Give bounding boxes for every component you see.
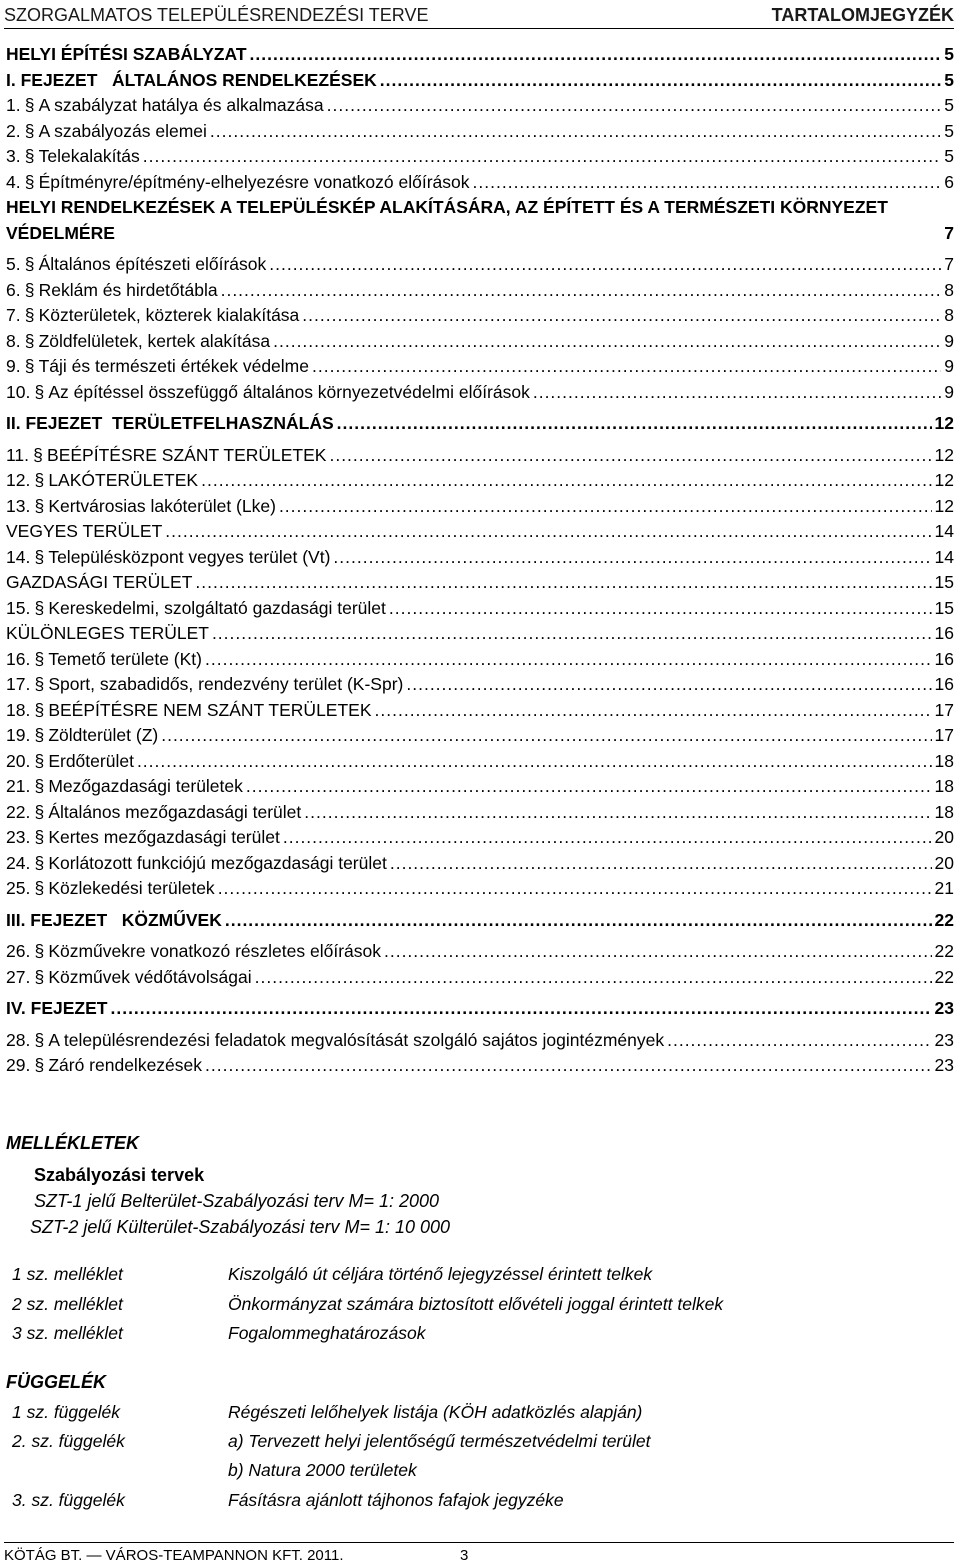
dot-leader bbox=[255, 967, 932, 988]
toc-entry-label: KÜLÖNLEGES TERÜLET bbox=[6, 623, 209, 643]
toc-entry[interactable] bbox=[6, 44, 954, 70]
toc-entry-number: 27. bbox=[6, 966, 31, 987]
toc-entry[interactable] bbox=[6, 910, 954, 936]
toc-entry-number: 7. bbox=[6, 305, 21, 325]
attachment-key: 3 sz. melléklet bbox=[12, 1323, 123, 1343]
toc-entry[interactable] bbox=[6, 470, 954, 496]
section-sign-icon: § bbox=[24, 146, 35, 166]
toc-entry-label: HELYI RENDELKEZÉSEK A TELEPÜLÉSKÉP ALAKÍTÁSÁRA, AZ ÉPÍTETT ÉS A TERMÉSZETI KÖRNYEZET bbox=[6, 197, 888, 217]
toc-entry[interactable] bbox=[6, 649, 954, 675]
section-sign-icon: § bbox=[24, 330, 35, 351]
toc-entry[interactable] bbox=[6, 802, 954, 828]
dot-leader bbox=[212, 623, 932, 644]
toc-entry-text bbox=[6, 496, 276, 517]
dot-leader bbox=[201, 470, 931, 491]
dot-leader bbox=[389, 598, 932, 619]
toc-entry-text bbox=[6, 146, 140, 167]
toc-entry-number: 17. bbox=[6, 674, 31, 694]
toc-entry-label: A szabályzat hatálya és alkalmazása bbox=[38, 95, 324, 115]
section-sign-icon: § bbox=[24, 171, 35, 192]
toc-entry-text bbox=[6, 674, 403, 695]
toc-entry-text bbox=[6, 878, 215, 899]
toc-entry[interactable] bbox=[6, 1055, 954, 1081]
toc-entry-text bbox=[6, 598, 386, 619]
toc-entry-number: 15. bbox=[6, 597, 31, 618]
dot-leader bbox=[110, 998, 931, 1019]
toc-entry-label: A szabályozás elemei bbox=[38, 120, 207, 141]
toc-page-number: 15 bbox=[934, 572, 954, 592]
dot-leader bbox=[195, 572, 931, 593]
toc-entry-label: Zöldterület (Z) bbox=[48, 725, 159, 745]
section-sign-icon: § bbox=[34, 750, 45, 771]
dot-leader bbox=[406, 674, 931, 695]
plan-item: SZT-2 jelű Külterület-Szabályozási terv M= 1: 10 000 bbox=[30, 1217, 451, 1237]
toc-entry-text bbox=[6, 254, 266, 275]
toc-page-number: 16 bbox=[934, 623, 954, 643]
toc-page-number: 8 bbox=[944, 305, 954, 325]
toc-entry[interactable] bbox=[6, 674, 954, 700]
toc-entry[interactable] bbox=[6, 572, 954, 598]
toc-entry-text bbox=[6, 802, 301, 823]
toc-entry[interactable] bbox=[6, 121, 954, 147]
appendix-value: Fásításra ajánlott tájhonos fafajok jegyzéke bbox=[228, 1490, 564, 1510]
toc-page-number: 5 bbox=[944, 146, 954, 166]
dot-leader bbox=[337, 413, 932, 434]
toc-entry[interactable] bbox=[6, 623, 954, 649]
dot-leader bbox=[273, 331, 941, 352]
toc-entry[interactable] bbox=[6, 172, 954, 198]
toc-entry-text bbox=[6, 547, 330, 568]
toc-entry-label: HELYI ÉPÍTÉSI SZABÁLYZAT bbox=[6, 44, 247, 64]
section-sign-icon: § bbox=[34, 941, 45, 961]
plan-item: SZT-1 jelű Belterület-Szabályozási terv M= 1: 2000 bbox=[34, 1191, 440, 1211]
toc-page-number: 5 bbox=[944, 120, 954, 141]
toc-page-number: 23 bbox=[934, 1029, 954, 1050]
toc-page-number: 23 bbox=[934, 998, 954, 1018]
dot-leader bbox=[380, 70, 942, 91]
toc-entry-label: Mezőgazdasági területek bbox=[48, 776, 243, 796]
dot-leader bbox=[205, 649, 932, 670]
section-sign-icon: § bbox=[34, 597, 45, 618]
dot-leader bbox=[269, 254, 941, 275]
header-section: TARTALOMJEGYZÉK bbox=[771, 5, 954, 25]
toc-entry-label: Közlekedési területek bbox=[48, 878, 215, 898]
section-sign-icon: § bbox=[33, 444, 43, 465]
toc-entry[interactable] bbox=[6, 445, 954, 471]
toc-entry-label: III. FEJEZET KÖZMŰVEK bbox=[6, 909, 222, 930]
dot-leader bbox=[143, 146, 941, 167]
toc-entry-label: Korlátozott funkciójú mezőgazdasági terület bbox=[48, 852, 387, 873]
toc-entry-number: 28. bbox=[6, 1029, 31, 1050]
toc-entry-text bbox=[6, 305, 299, 326]
appendix-value: a) Tervezett helyi jelentőségű természetvédelmi terület bbox=[228, 1431, 651, 1451]
dot-leader bbox=[329, 445, 931, 466]
toc-page-number: 20 bbox=[934, 852, 954, 873]
toc-entry-number: 10. bbox=[6, 381, 31, 402]
toc-page-number: 18 bbox=[934, 776, 954, 796]
dot-leader bbox=[205, 1055, 932, 1076]
toc-entry-label: Telekalakítás bbox=[38, 146, 140, 166]
toc-entry[interactable] bbox=[6, 967, 954, 993]
toc-page-number: 12 bbox=[934, 413, 954, 433]
toc-page-number: 23 bbox=[934, 1055, 954, 1075]
toc-entry-number: 6. bbox=[6, 279, 21, 300]
dot-leader bbox=[218, 878, 932, 899]
attachments-section bbox=[6, 1133, 450, 1243]
section-sign-icon: § bbox=[34, 878, 45, 898]
toc-entry[interactable] bbox=[6, 941, 954, 967]
toc-entry-number: 13. bbox=[6, 495, 31, 516]
toc-entry-text bbox=[6, 521, 162, 542]
toc-entry-number: 3. bbox=[6, 146, 21, 166]
toc-entry[interactable] bbox=[6, 331, 954, 357]
toc-page-number: 16 bbox=[934, 648, 954, 669]
dot-leader bbox=[302, 305, 941, 326]
toc-entry-label: Településközpont vegyes terület (Vt) bbox=[48, 546, 331, 567]
toc-entry[interactable] bbox=[6, 95, 954, 121]
toc-entry-text bbox=[6, 967, 252, 988]
section-sign-icon: § bbox=[34, 495, 45, 516]
section-sign-icon: § bbox=[24, 95, 35, 115]
toc-entry-label: Zöldfelületek, kertek alakítása bbox=[38, 330, 271, 351]
toc-page-number: 5 bbox=[944, 95, 954, 115]
toc-entry-number: 25. bbox=[6, 878, 31, 898]
toc-entry-text bbox=[6, 445, 326, 466]
dot-leader bbox=[246, 776, 932, 797]
attachment-key: 2 sz. melléklet bbox=[12, 1294, 123, 1314]
toc-entry[interactable] bbox=[6, 853, 954, 879]
page-header bbox=[4, 2, 954, 29]
toc-entry-label: Reklám és hirdetőtábla bbox=[38, 279, 218, 300]
dot-leader bbox=[333, 547, 931, 568]
toc-entry-label: Általános építészeti előírások bbox=[38, 254, 267, 274]
toc-entry-text bbox=[6, 70, 377, 91]
dot-leader bbox=[473, 172, 942, 193]
toc-entry-text bbox=[6, 95, 324, 116]
toc-entry-label: Építményre/építmény-elhelyezésre vonatkozó előírások bbox=[38, 171, 470, 192]
toc-page-number: 5 bbox=[944, 44, 954, 64]
toc-entry-number: 4. bbox=[6, 171, 21, 192]
dot-leader bbox=[221, 280, 942, 301]
toc-page-number: 22 bbox=[934, 966, 954, 987]
toc-entry-label: I. FEJEZET ÁLTALÁNOS RENDELKEZÉSEK bbox=[6, 69, 377, 90]
toc-entry-text bbox=[6, 751, 134, 772]
toc-entry-label: Kereskedelmi, szolgáltató gazdasági terület bbox=[48, 597, 386, 618]
toc-page-number: 8 bbox=[944, 279, 954, 300]
toc-entry-label: Általános mezőgazdasági terület bbox=[48, 801, 302, 822]
toc-entry-label: VEGYES TERÜLET bbox=[6, 521, 163, 541]
toc-entry[interactable] bbox=[6, 382, 954, 408]
attachment-value: Önkormányzat számára biztosított elővételi joggal érintett telkek bbox=[228, 1294, 724, 1314]
toc-page-number: 21 bbox=[934, 878, 954, 898]
toc-entry-text bbox=[6, 941, 381, 962]
dot-leader bbox=[210, 121, 941, 142]
toc-entry-label: Sport, szabadidős, rendezvény terület (K-Spr) bbox=[48, 674, 404, 694]
attachment-value: Kiszolgáló út céljára történő lejegyzéssel érintett telkek bbox=[228, 1264, 653, 1284]
section-sign-icon: § bbox=[24, 279, 35, 300]
toc-entry-text bbox=[6, 572, 192, 593]
appendix-key: 2. sz. függelék bbox=[12, 1431, 125, 1451]
toc-entry[interactable] bbox=[6, 413, 954, 439]
toc-entry[interactable] bbox=[6, 1030, 954, 1056]
toc-page-number: 18 bbox=[934, 801, 954, 822]
section-sign-icon: § bbox=[34, 801, 45, 822]
toc-entry[interactable] bbox=[6, 700, 954, 726]
toc-entry-number: 12. bbox=[6, 470, 31, 490]
toc-entry-text bbox=[6, 623, 209, 644]
attachments-title: MELLÉKLETEK bbox=[6, 1133, 139, 1153]
toc-entry-number: 14. bbox=[6, 546, 31, 567]
toc-entry-label: LAKÓTERÜLETEK bbox=[48, 470, 199, 490]
toc-entry-text bbox=[6, 649, 202, 670]
toc-entry-label: Közterületek, közterek kialakítása bbox=[38, 305, 300, 325]
toc-entry[interactable] bbox=[6, 776, 954, 802]
toc-entry-number: 29. bbox=[6, 1055, 31, 1075]
toc-entry-text bbox=[6, 382, 530, 403]
section-sign-icon: § bbox=[24, 356, 35, 376]
toc-entry-text bbox=[6, 470, 198, 491]
toc-entry-text bbox=[6, 413, 334, 434]
toc-entry-label: A településrendezési feladatok megvalósítását szolgáló sajátos jogintézmények bbox=[48, 1029, 665, 1050]
toc-entry[interactable] bbox=[6, 598, 954, 624]
dot-leader bbox=[225, 910, 932, 931]
toc-page-number: 6 bbox=[944, 171, 954, 192]
dot-leader bbox=[667, 1030, 931, 1051]
toc-entry-text bbox=[6, 910, 222, 931]
section-sign-icon: § bbox=[34, 852, 45, 873]
toc-page-number: 14 bbox=[934, 546, 954, 567]
dot-leader bbox=[283, 827, 932, 848]
toc-entry[interactable] bbox=[6, 305, 954, 331]
toc-entry-text bbox=[6, 1030, 664, 1051]
table-of-contents bbox=[6, 44, 954, 1081]
toc-entry-number: 9. bbox=[6, 356, 21, 376]
toc-entry-number: 20. bbox=[6, 750, 31, 771]
dot-leader bbox=[279, 496, 932, 517]
toc-entry[interactable] bbox=[6, 827, 954, 853]
toc-page-number: 17 bbox=[934, 699, 954, 720]
dot-leader bbox=[533, 382, 941, 403]
toc-entry-label: Temető területe (Kt) bbox=[48, 648, 202, 669]
section-sign-icon: § bbox=[34, 699, 45, 720]
dot-leader bbox=[161, 725, 931, 746]
toc-entry-text bbox=[6, 1055, 202, 1076]
dot-leader bbox=[165, 521, 931, 542]
toc-entry[interactable] bbox=[6, 70, 954, 96]
toc-entry[interactable] bbox=[6, 878, 954, 904]
appendix-value: b) Natura 2000 területek bbox=[228, 1460, 417, 1480]
toc-entry-label: Közművek védőtávolságai bbox=[48, 966, 252, 987]
toc-entry-text bbox=[6, 998, 107, 1019]
toc-entry[interactable] bbox=[6, 751, 954, 777]
section-sign-icon: § bbox=[34, 966, 45, 987]
toc-entry[interactable] bbox=[6, 280, 954, 306]
section-sign-icon: § bbox=[34, 1055, 45, 1075]
toc-entry[interactable] bbox=[6, 197, 954, 248]
appendix-title: FÜGGELÉK bbox=[6, 1372, 107, 1392]
toc-entry-number: 23. bbox=[6, 827, 31, 847]
section-sign-icon: § bbox=[34, 381, 45, 402]
toc-entry-label: Záró rendelkezések bbox=[48, 1055, 203, 1075]
toc-entry-text bbox=[6, 827, 280, 848]
toc-entry-label: BEÉPÍTÉSRE SZÁNT TERÜLETEK bbox=[47, 444, 327, 465]
toc-entry-number: 5. bbox=[6, 254, 21, 274]
page-footer bbox=[4, 1542, 954, 1565]
toc-entry-number: 11. bbox=[6, 444, 30, 465]
section-sign-icon: § bbox=[34, 648, 45, 669]
dot-leader bbox=[250, 44, 942, 65]
toc-entry-number: 19. bbox=[6, 725, 31, 745]
dot-leader bbox=[390, 853, 932, 874]
toc-page-number: 16 bbox=[934, 674, 954, 694]
toc-entry[interactable] bbox=[6, 547, 954, 573]
toc-entry-number: 24. bbox=[6, 852, 31, 873]
toc-entry-number: 26. bbox=[6, 941, 31, 961]
toc-entry-number: 16. bbox=[6, 648, 31, 669]
section-sign-icon: § bbox=[24, 305, 35, 325]
toc-page-number: 15 bbox=[934, 597, 954, 618]
toc-entry-label: IV. FEJEZET bbox=[6, 998, 108, 1018]
toc-entry-label: Erdőterület bbox=[48, 750, 134, 771]
section-sign-icon: § bbox=[34, 776, 45, 796]
toc-entry[interactable] bbox=[6, 254, 954, 280]
toc-page-number: 17 bbox=[934, 725, 954, 745]
toc-page-number: 14 bbox=[934, 521, 954, 541]
toc-entry[interactable] bbox=[6, 146, 954, 172]
toc-entry[interactable] bbox=[6, 521, 954, 547]
toc-page-number: 9 bbox=[944, 330, 954, 351]
appendix-value: Régészeti lelőhelyek listája (KÖH adatközlés alapján) bbox=[228, 1402, 643, 1422]
dot-leader bbox=[384, 941, 932, 962]
toc-page-number: 7 bbox=[944, 254, 954, 274]
dot-leader bbox=[375, 700, 932, 721]
section-sign-icon: § bbox=[34, 470, 45, 490]
section-sign-icon: § bbox=[34, 827, 45, 847]
footer-credit: KÖTÁG BT. — VÁROS-TEAMPANNON KFT. 2011. bbox=[4, 1547, 344, 1564]
toc-page-number: 9 bbox=[944, 356, 954, 376]
section-sign-icon: § bbox=[24, 254, 35, 274]
section-sign-icon: § bbox=[24, 120, 35, 141]
toc-page-number: 12 bbox=[934, 444, 954, 465]
attachments-subtitle: Szabályozási tervek bbox=[34, 1165, 205, 1185]
toc-entry-number: 2. bbox=[6, 120, 21, 141]
toc-entry-label: Táji és természeti értékek védelme bbox=[38, 356, 309, 376]
toc-entry-text bbox=[6, 853, 387, 874]
toc-entry-label: GAZDASÁGI TERÜLET bbox=[6, 572, 193, 592]
toc-page-number: 7 bbox=[944, 222, 954, 243]
toc-entry[interactable] bbox=[6, 356, 954, 382]
toc-entry-label: Kertes mezőgazdasági terület bbox=[48, 827, 280, 847]
toc-entry-label: BEÉPÍTÉSRE NEM SZÁNT TERÜLETEK bbox=[48, 699, 372, 720]
section-sign-icon: § bbox=[34, 546, 45, 567]
dot-leader bbox=[304, 802, 931, 823]
toc-page-number: 5 bbox=[944, 69, 954, 90]
toc-page-number: 22 bbox=[934, 909, 954, 930]
toc-entry-text bbox=[6, 776, 243, 797]
toc-entry-text bbox=[6, 331, 270, 352]
section-sign-icon: § bbox=[34, 674, 45, 694]
toc-entry-number: 8. bbox=[6, 330, 21, 351]
toc-entry-label: Kertvárosias lakóterület (Lke) bbox=[48, 495, 276, 516]
toc-entry-number: 18. bbox=[6, 699, 31, 720]
toc-entry-text bbox=[6, 44, 247, 65]
dot-leader bbox=[327, 95, 942, 116]
attachment-value: Fogalommeghatározások bbox=[228, 1323, 426, 1343]
dot-leader bbox=[137, 751, 932, 772]
attachment-key: 1 sz. melléklet bbox=[12, 1264, 123, 1284]
toc-page-number: 20 bbox=[934, 827, 954, 847]
page-number: 3 bbox=[460, 1547, 469, 1564]
toc-entry-text bbox=[6, 172, 470, 193]
toc-entry-text bbox=[6, 121, 207, 142]
toc-entry[interactable] bbox=[6, 998, 954, 1024]
toc-entry-label: II. FEJEZET TERÜLETFELHASZNÁLÁS bbox=[6, 413, 334, 433]
toc-entry-number: 1. bbox=[6, 95, 21, 115]
toc-page-number: 22 bbox=[934, 941, 954, 961]
section-sign-icon: § bbox=[34, 725, 45, 745]
toc-entry-text bbox=[6, 356, 309, 377]
toc-entry-label: Közművekre vonatkozó részletes előírások bbox=[48, 941, 381, 961]
appendix-key: 3. sz. függelék bbox=[12, 1490, 125, 1510]
toc-entry-text bbox=[6, 700, 372, 721]
toc-entry[interactable] bbox=[6, 496, 954, 522]
toc-entry-number: 22. bbox=[6, 801, 31, 822]
toc-entry-label-cont: VÉDELMÉRE bbox=[6, 222, 115, 243]
toc-entry-text bbox=[6, 725, 158, 746]
toc-entry-text bbox=[6, 280, 218, 301]
toc-entry-label: Az építéssel összefüggő általános környezetvédelmi előírások bbox=[48, 381, 530, 402]
toc-page-number: 18 bbox=[934, 750, 954, 771]
toc-page-number: 9 bbox=[944, 381, 954, 402]
toc-page-number: 12 bbox=[934, 495, 954, 516]
appendix-key: 1 sz. függelék bbox=[12, 1402, 120, 1422]
toc-entry-number: 21. bbox=[6, 776, 31, 796]
dot-leader bbox=[312, 356, 941, 377]
toc-entry[interactable] bbox=[6, 725, 954, 751]
header-title: SZORGALMATOS TELEPÜLÉSRENDEZÉSI TERVE bbox=[4, 5, 429, 25]
section-sign-icon: § bbox=[34, 1029, 45, 1050]
toc-page-number: 12 bbox=[934, 470, 954, 490]
